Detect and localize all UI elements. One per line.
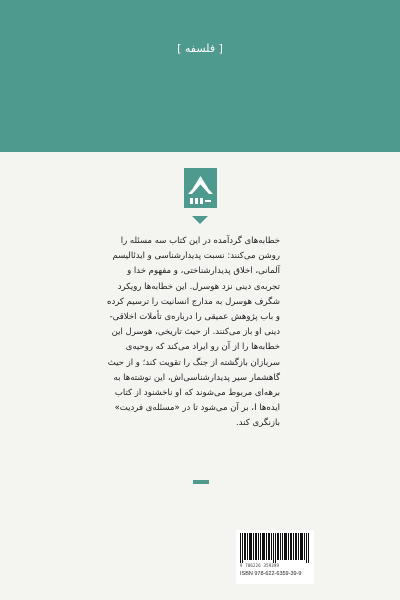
blurb-line: و باب پژوهش عمیقی را درباره‌ی تأملات اخلاقی-	[109, 312, 280, 323]
barcode-bars	[240, 533, 310, 563]
isbn-number: ISBN 978-622-6359-39-9	[240, 571, 302, 577]
blurb-text	[106, 234, 280, 432]
blurb-line: دینی او باز می‌کنند. از حیث تاریخی، هوسرل این	[111, 327, 280, 338]
section-divider	[193, 480, 209, 484]
blurb-line: ایده‌ها I، بر آن می‌شود تا در «مسئله‌ی فردیت»	[114, 403, 280, 414]
publisher-logo-icon	[184, 168, 217, 208]
blurb-line: گاهشمار سیر پدیدارشناسی‌اش، این نوشته‌ها به	[113, 372, 280, 383]
blurb-line: خطابه‌ها را از آن رو ایراد می‌کند که روحیه‌ی	[125, 342, 280, 353]
blurb-line: شگرف هوسرل به مدارج انسانیت را ترسیم کرده	[106, 296, 280, 307]
blurb-line: برهه‌ای مربوط می‌شوند که او ناخشنود از کتاب	[114, 388, 280, 399]
isbn-barcode	[236, 530, 314, 584]
cover-top-band	[0, 0, 400, 152]
blurb-line: بازنگری کند.	[236, 418, 280, 429]
blurb-line: تجربه‌ی دینی نزد هوسرل. این خطابه‌ها رویکرد	[117, 281, 280, 292]
blurb-line: روشن می‌کنند: نسبت پدیدارشناسی و ایدئالیسم	[112, 251, 280, 262]
blurb-line: سربازان بازگشته از جنگ را تقویت کند؛ و از حیث	[107, 357, 280, 368]
down-triangle-icon	[192, 216, 208, 224]
genre-label: [ فلسفه ]	[177, 42, 223, 55]
blurb-line: خطابه‌های گردآمده در این کتاب سه مسئله را	[120, 236, 280, 246]
barcode-digits: 9 786226 359399	[240, 563, 280, 568]
blurb-line: آلمانی، اخلاق پدیدارشناختی، و مفهوم خدا و	[127, 266, 280, 277]
